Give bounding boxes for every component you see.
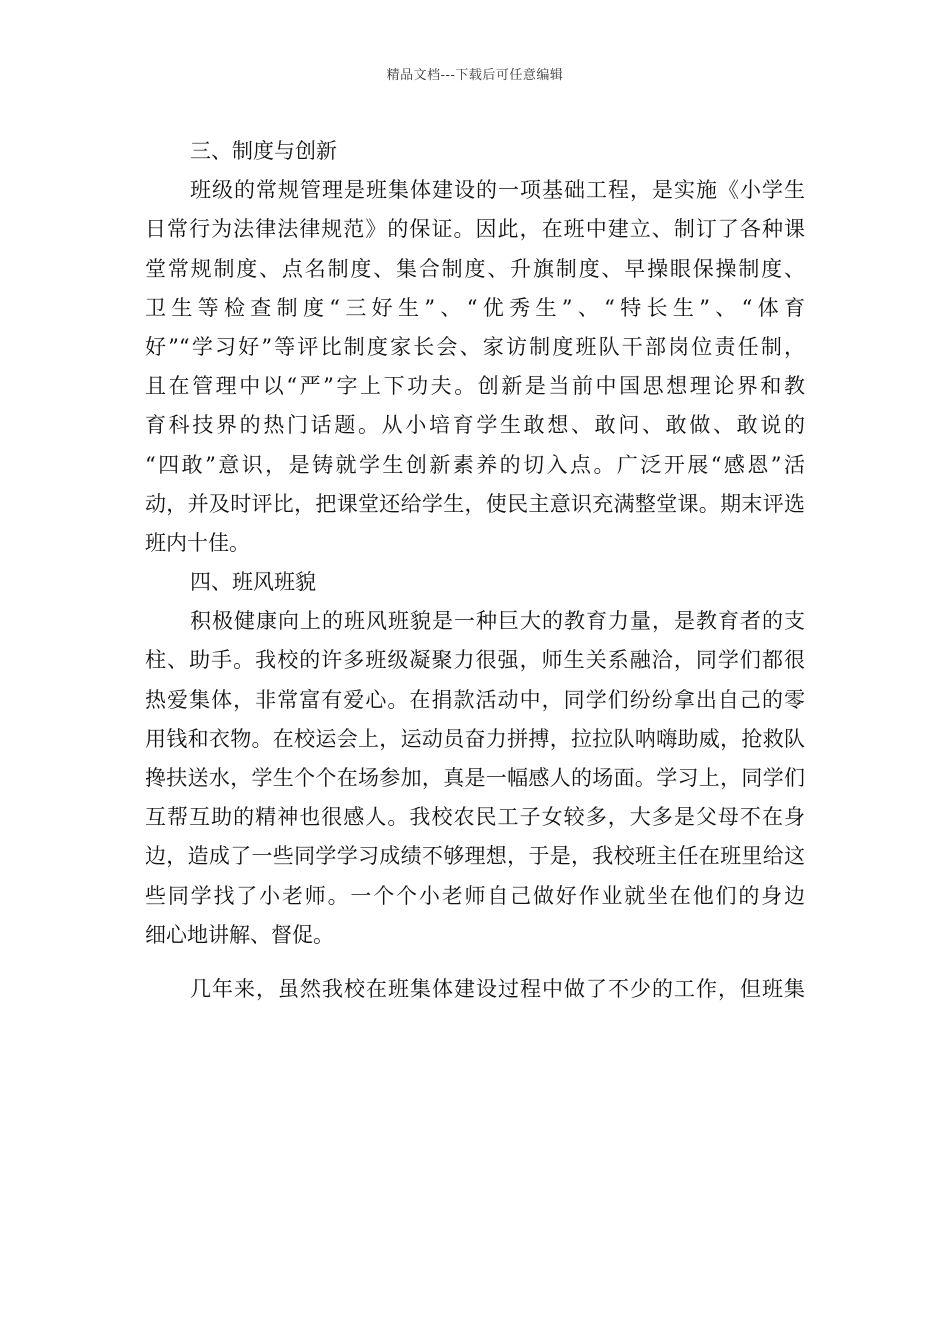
paragraph-line: 些同学找了小老师。一个个小老师自己做好作业就坐在他们的身边 [145,883,805,908]
paragraph-line: 搀扶送水，学生个个在场参加，真是一幅感人的场面。学习上，同学们 [145,766,805,790]
paragraph-line: 柱、助手。我校的许多班级凝聚力很强，师生关系融洽，同学们都很 [145,648,805,673]
paragraph-line: 积极健康向上的班风班貌是一种巨大的教育力量，是教育者的支 [190,609,805,634]
paragraph-line: 育科技界的热门话题。从小培育学生敢想、敢问、敢做、敢说的 [145,413,805,438]
paragraph-line: “四敢”意识，是铸就学生创新素养的切入点。广泛开展“感恩”活 [145,452,805,477]
paragraph-line: 互帮互助的精神也很感人。我校农民工子女较多，大多是父母不在身 [145,805,805,830]
paragraph-line: 班级的常规管理是班集体建设的一项基础工程，是实施《小学生 [190,178,805,203]
paragraph-line: 且在管理中以“严”字上下功夫。创新是当前中国思想理论界和教 [145,374,805,399]
paragraph-line: 边，造成了一些同学学习成绩不够理想，于是，我校班主任在班里给这 [145,844,805,869]
section-heading-3: 三、制度与创新 [190,139,337,163]
paragraph-line: 热爱集体，非常富有爱心。在捐款活动中，同学们纷纷拿出自己的零 [145,687,805,712]
paragraph-line: 日常行为法律法律规范》的保证。因此，在班中建立、制订了各种课 [145,217,805,242]
paragraph-line: 好”“学习好”等评比制度家长会、家访制度班队干部岗位责任制， [145,334,805,359]
paragraph-gap [145,955,805,970]
paragraph-line: 班内十佳。 [145,530,250,555]
paragraph-line: 用钱和衣物。在校运会上，运动员奋力拼搏，拉拉队呐嗨助威，抢救队 [145,726,805,751]
document-body [145,132,805,1009]
paragraph-line: 卫生等检查制度“三好生”、“优秀生”、“特长生”、“体育 [145,295,805,320]
page-header: 精品文档---下载后可任意编辑 [386,68,564,83]
section-heading-4: 四、班风班貌 [190,570,316,595]
paragraph-line: 几年来，虽然我校在班集体建设过程中做了不少的工作，但班集 [190,976,805,1001]
paragraph-line: 细心地讲解、督促。 [145,922,334,947]
paragraph-line: 堂常规制度、点名制度、集合制度、升旗制度、早操眼保操制度、 [145,256,805,281]
paragraph-line: 动，并及时评比，把课堂还给学生，使民主意识充满整堂课。期末评选 [145,491,805,516]
